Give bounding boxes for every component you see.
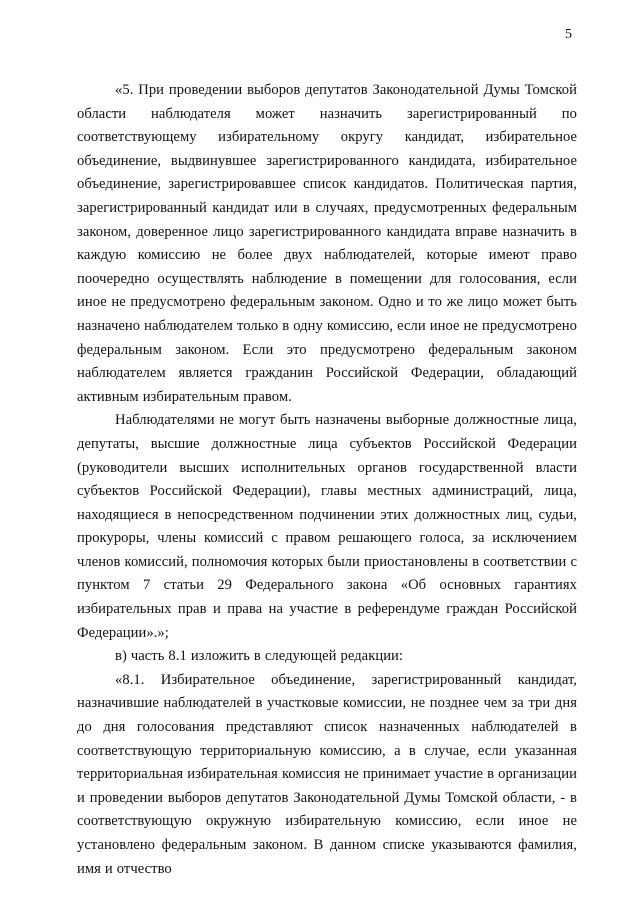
page-number: 5 <box>565 27 572 42</box>
paragraph-amendment-intro: в) часть 8.1 изложить в следующей редакции: <box>115 648 404 665</box>
paragraph-observers-appointment: «5. При проведении выборов депутатов Законодательной Думы Томской области наблюдателя может назначить зарегистрированный по соответствующему избирательному округу кандидат, избирательное объединение, выдвинувшее зарегистрированного кандидата, избирательное объединение, зарегистрировавшее список кандидатов. Политическая партия, зарегистрированный кандидат или в случаях, предусмотренных федеральным законом, доверенное лицо зарегистрированного кандидата вправе назначить в каждую комиссию не более двух наблюдателей, которые имеют право поочередно осуществлять наблюдение в помещении для голосования, если иное не предусмотрено федеральным законом. Одно и то же лицо может быть назначено наблюдателем только в одну комиссию, если иное не предусмотрено федеральным законом. Если это предусмотрено федеральным законом наблюдателем является гражданин Российской Федерации, обладающий активным избирательным правом. <box>77 82 577 405</box>
document-body <box>77 79 577 881</box>
paragraph-observers-list: «8.1. Избирательное объединение, зарегистрированный кандидат, назначившие наблюдателей в участковые комиссии, не позднее чем за три дня до дня голосования представляют список назначенных наблюдателей в соответствующую территориальную комиссию, а в случае, если указанная территориальная избирательная комиссия не принимает участие в организации и проведении выборов депутатов Законодательной Думы Томской области, - в соответствующую окружную избирательную комиссию, если иное не установлено федеральным законом. В данном списке указываются фамилия, имя и отчество <box>77 671 577 877</box>
paragraph-observers-restrictions: Наблюдателями не могут быть назначены выборные должностные лица, депутаты, высшие должностные лица субъектов Российской Федерации (руководители высших исполнительных органов государственной власти субъектов Российской Федерации), главы местных администраций, лица, находящиеся в непосредственном подчинении этих должностных лиц, судьи, прокуроры, члены комиссий с правом решающего голоса, за исключением членов комиссий, полномочия которых были приостановлены в соответствии с пунктом 7 статьи 29 Федерального закона «Об основных гарантиях избирательных прав и права на участие в референдуме граждан Российской Федерации».»; <box>77 412 577 641</box>
